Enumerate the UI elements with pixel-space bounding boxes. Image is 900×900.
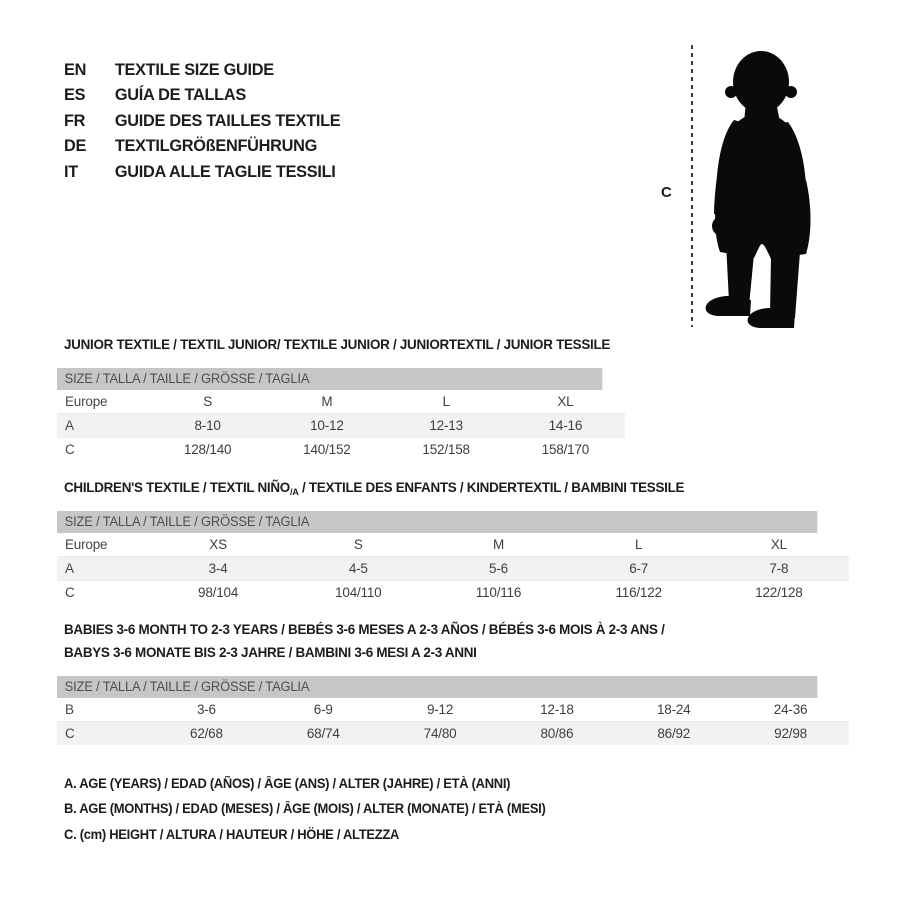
row-label: A [57, 557, 148, 581]
size-cell: 10-12 [267, 414, 386, 438]
legend-line-age-months: B. AGE (MONTHS) / EDAD (MESES) / ÂGE (MOIS) / ALTER (MONATE) / ETÀ (MESI) [64, 801, 546, 817]
size-cell: 92/98 [732, 722, 849, 746]
table-row [57, 533, 849, 557]
size-cell: 110/116 [428, 581, 568, 605]
size-cell: 98/104 [148, 581, 288, 605]
size-cell: 104/110 [288, 581, 428, 605]
size-cell: 86/92 [615, 722, 732, 746]
size-cell: 122/128 [709, 581, 849, 605]
table-row [57, 438, 625, 462]
legend-line-age-years: A. AGE (YEARS) / EDAD (AÑOS) / ÂGE (ANS) / ALTER (JAHRE) / ETÀ (ANNI) [64, 776, 511, 791]
size-cell: 4-5 [288, 557, 428, 581]
size-cell: 7-8 [709, 557, 849, 581]
size-header-bar: SIZE / TALLA / TAILLE / GRÖSSE / TAGLIA [57, 368, 602, 390]
junior-section-title: JUNIOR TEXTILE / TEXTIL JUNIOR/ TEXTILE JUNIOR / JUNIORTEXTIL / JUNIOR TESSILE [64, 336, 611, 352]
table-row [57, 698, 849, 722]
size-cell: 152/158 [387, 438, 506, 462]
size-cell: 12-13 [387, 414, 506, 438]
size-cell: 116/122 [569, 581, 709, 605]
size-cell: 5-6 [428, 557, 568, 581]
language-row-fr [64, 108, 340, 133]
size-cell: 128/140 [148, 438, 267, 462]
language-row-it [64, 159, 340, 184]
children-section-title [64, 479, 684, 501]
junior-size-table-wrap [57, 368, 625, 461]
size-cell: 62/68 [148, 722, 265, 746]
table-body [57, 533, 849, 604]
children-size-table [57, 533, 849, 604]
babies-size-table [57, 698, 849, 745]
table-row [57, 414, 625, 438]
size-cell: XL [557, 394, 574, 409]
size-cell: 3-4 [148, 557, 288, 581]
language-code: DE [64, 136, 87, 156]
junior-size-table [57, 390, 625, 461]
size-cell: 14-16 [506, 414, 625, 438]
row-label: B [65, 702, 74, 717]
row-label: A [57, 414, 148, 438]
size-cell: XS [209, 537, 227, 552]
size-cell: 68/74 [265, 722, 382, 746]
size-cell: S [353, 537, 363, 552]
size-cell: 80/86 [498, 722, 615, 746]
language-label: GUIDE DES TAILLES TEXTILE [114, 110, 341, 130]
table-row [57, 390, 625, 414]
height-measure-dashed-line [691, 45, 693, 327]
size-cell: L [442, 394, 450, 409]
size-cell: 6-9 [313, 702, 333, 717]
size-cell: 12-18 [540, 702, 574, 717]
size-cell: 6-7 [569, 557, 709, 581]
size-cell: 24-36 [773, 702, 808, 717]
language-row-de [64, 133, 340, 158]
table-row [57, 581, 849, 605]
legend [64, 771, 566, 847]
babies-section-title [64, 621, 665, 661]
size-cell: 158/170 [506, 438, 625, 462]
babies-size-table-wrap [57, 676, 849, 745]
table-body [57, 390, 625, 461]
size-cell: M [321, 394, 333, 409]
language-list [64, 57, 352, 184]
size-header-bar: SIZE / TALLA / TAILLE / GRÖSSE / TAGLIA [57, 511, 817, 533]
language-code: FR [64, 110, 86, 130]
size-cell: 8-10 [148, 414, 267, 438]
babies-title-line1: BABIES 3-6 MONTH TO 2-3 YEARS / BEBÉS 3-6 MESES A 2-3 AÑOS / BÉBÉS 3-6 MOIS À 2-3 ANS / [64, 621, 665, 637]
table-row [57, 722, 849, 746]
height-measure-label: C [661, 184, 672, 201]
row-label: Europe [65, 537, 108, 552]
babies-title-line2: BABYS 3-6 MONATE BIS 2-3 JAHRE / BAMBINI 3-6 MESI A 2-3 ANNI [64, 644, 477, 660]
row-label: C [57, 581, 148, 605]
children-size-table-wrap [57, 511, 849, 604]
size-cell: 140/152 [267, 438, 386, 462]
children-title-subscript: /A [289, 487, 299, 498]
row-label: C [57, 722, 148, 746]
size-cell: 18-24 [656, 702, 691, 717]
language-label: TEXTILE SIZE GUIDE [114, 60, 274, 79]
table-row [57, 557, 849, 581]
size-cell: M [492, 537, 504, 552]
language-label: GUÍA DE TALLAS [114, 85, 246, 105]
children-title-text: / TEXTILE DES ENFANTS / KINDERTEXTIL / BAMBINI TESSILE [298, 479, 685, 495]
size-cell: XL [770, 537, 787, 552]
language-label: GUIDA ALLE TAGLIE TESSILI [114, 161, 336, 181]
size-header-bar: SIZE / TALLA / TAILLE / GRÖSSE / TAGLIA [57, 676, 817, 698]
row-label: C [57, 438, 148, 462]
size-cell: 74/80 [382, 722, 499, 746]
size-cell: 3-6 [196, 702, 216, 717]
row-label: Europe [65, 394, 108, 409]
language-code: ES [64, 85, 86, 105]
language-row-es [64, 82, 340, 107]
children-title-text: CHILDREN'S TEXTILE / TEXTIL NIÑO [64, 479, 290, 495]
language-code: EN [64, 60, 87, 79]
language-row-en [64, 57, 340, 82]
size-cell: S [203, 394, 213, 409]
size-cell: 9-12 [426, 702, 454, 717]
language-code: IT [64, 161, 78, 181]
language-label: TEXTILGRÖßENFÜHRUNG [114, 136, 318, 156]
toddler-silhouette-icon [700, 42, 828, 334]
legend-line-height: C. (cm) HEIGHT / ALTURA / HAUTEUR / HÖHE / ALTEZZA [64, 826, 400, 842]
table-body [57, 698, 849, 745]
size-cell: L [635, 537, 643, 552]
